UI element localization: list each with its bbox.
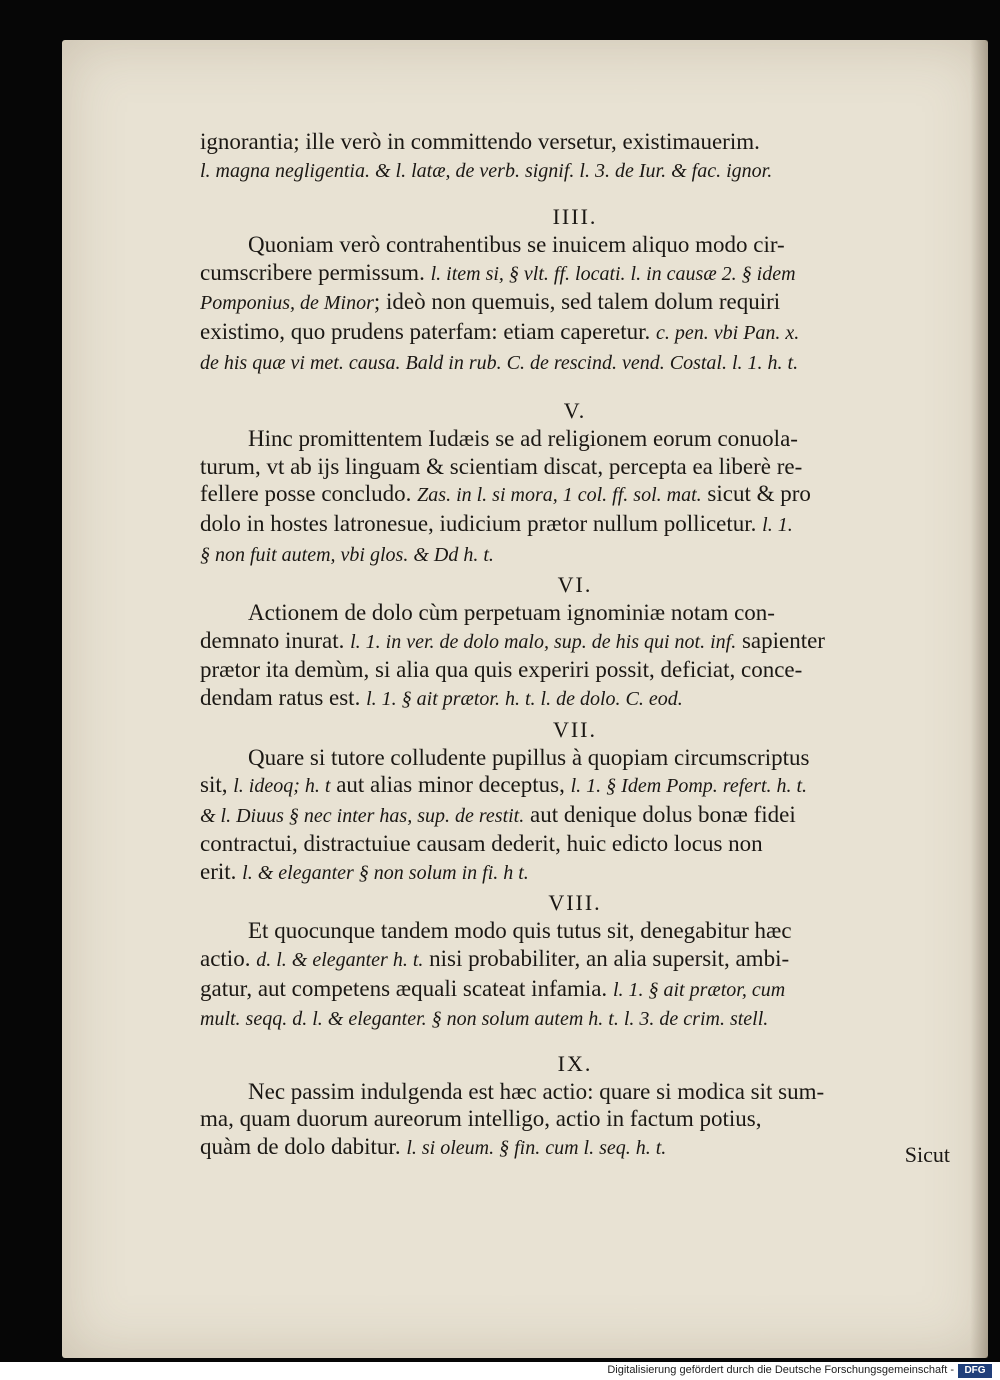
text-line: Actionem de dolo cùm perpetuam ignominiæ notam con-: [248, 600, 775, 626]
text-line: erit. l. & eleganter § non solum in fi. h t.: [200, 858, 529, 884]
page-text: [200, 128, 950, 1163]
text-line: Hinc promittentem Iudæis se ad religionem eorum conuola-: [248, 426, 798, 452]
text-line: ignorantia; ille verò in committendo versetur, existimauerim.: [200, 129, 760, 154]
text-line: existimo, quo prudens paterfam: etiam caperetur. c. pen. vbi Pan. x.: [200, 318, 800, 344]
text-line: dolo in hostes latronesue, iudicium prætor nullum pollicetur. l. 1.: [200, 510, 793, 536]
text-line: fellere posse concludo. Zas. in l. si mora, 1 col. ff. sol. mat. sicut & pro: [200, 481, 811, 507]
text-line: & l. Diuus § nec inter has, sup. de restit. aut denique dolus bonæ fidei: [200, 801, 796, 827]
text-line: dendam ratus est. l. 1. § ait prætor. h. t. l. de dolo. C. eod.: [200, 684, 683, 710]
text-line: ma, quam duorum aureorum intelligo, actio in factum potius,: [200, 1106, 762, 1132]
text-line: § non fuit autem, vbi glos. & Dd h. t.: [200, 543, 494, 566]
text-line: Et quocunque tandem modo quis tutus sit, denegabitur hæc: [248, 918, 792, 944]
section-heading: V.: [563, 398, 587, 424]
funding-notice: Digitalisierung gefördert durch die Deutsche Forschungsgemeinschaft -: [607, 1364, 954, 1376]
text-line: demnato inurat. l. 1. in ver. de dolo malo, sup. de his qui not. inf. sapienter: [200, 627, 825, 653]
text-line: contractui, distractuiue causam dederit, huic edicto locus non: [200, 831, 763, 857]
text-line: turum, vt ab ijs linguam & scientiam discat, percepta ea liberè re-: [200, 453, 803, 479]
section-heading: VIII.: [548, 890, 602, 916]
text-line: l. magna negligentia. & l. latæ, de verb. signif. l. 3. de Iur. & fac. ignor.: [200, 159, 773, 182]
section-heading: IIII.: [552, 204, 598, 230]
text-line: prætor ita demùm, si alia qua quis experiri possit, deficiat, conce-: [200, 657, 803, 683]
text-line: mult. seqq. d. l. & eleganter. § non solum autem h. t. l. 3. de crim. stell.: [200, 1008, 769, 1031]
text-line: gatur, aut competens æquali scateat infamia. l. 1. § ait prætor, cum: [200, 975, 786, 1001]
text-line: sit, l. ideoq; h. t aut alias minor deceptus, l. 1. § Idem Pomp. refert. h. t.: [200, 772, 808, 798]
text-line: Nec passim indulgenda est hæc actio: quare si modica sit sum-: [248, 1078, 825, 1104]
text-line: quàm de dolo dabitur. l. si oleum. § fin. cum l. seq. h. t.: [200, 1134, 667, 1160]
section-heading: VI.: [557, 572, 593, 598]
text-line: Quare si tutore colludente pupillus à quopiam circumscriptus: [248, 744, 810, 770]
text-line: de his quæ vi met. causa. Bald in rub. C. de rescind. vend. Costal. l. 1. h. t.: [200, 351, 799, 374]
dfg-logo: DFG: [958, 1364, 992, 1378]
section-heading: IX.: [557, 1050, 593, 1076]
section-heading: VII.: [552, 716, 598, 742]
text-line: Pomponius, de Minor; ideò non quemuis, sed talem dolum requiri: [200, 289, 781, 315]
text-line: cumscribere permissum. l. item si, § vlt. ff. locati. l. in causæ 2. § idem: [200, 259, 796, 285]
footer-bar: [0, 1362, 1000, 1380]
text-line: Quoniam verò contrahentibus se inuicem aliquo modo cir-: [248, 232, 785, 258]
page-edge-shadow: [970, 40, 988, 1358]
catchword: Sicut: [904, 1142, 950, 1167]
text-line: actio. d. l. & eleganter h. t. nisi probabiliter, an alia supersit, ambi-: [200, 946, 790, 972]
